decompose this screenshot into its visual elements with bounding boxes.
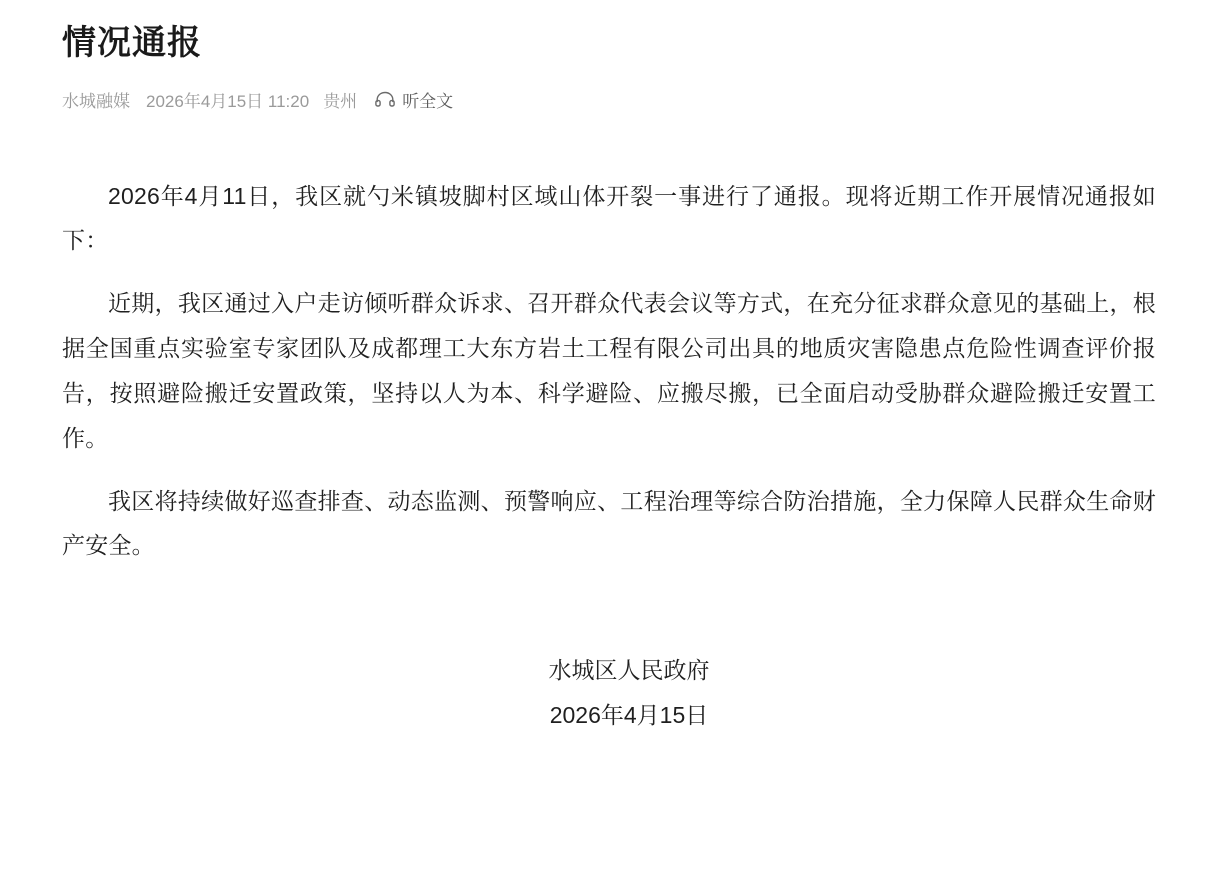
article-paragraph: 近期，我区通过入户走访倾听群众诉求、召开群众代表会议等方式，在充分征求群众意见的基础上，根据全国重点实验室专家团队及成都理工大东方岩土工程有限公司出具的地质灾害隐患点危险性调查评价报告，按照避险搬迁安置政策，坚持以人为本、科学避险、应搬尽搬，已全面启动受胁群众避险搬迁安置工作。 <box>62 290 1156 451</box>
article-paragraph: 2026年4月11日，我区就勺米镇坡脚村区域山体开裂一事进行了通报。现将近期工作开展情况通报如下： <box>62 182 1156 254</box>
page-title: 情况通报 <box>62 24 202 62</box>
article-body <box>62 174 1156 569</box>
meta-region: 贵州 <box>323 91 358 111</box>
listen-full-text-label: 听全文 <box>402 91 454 111</box>
article-signature <box>62 648 1156 738</box>
meta-datetime: 2026年4月15日 11:20 <box>146 91 310 111</box>
listen-full-text-button[interactable] <box>375 87 453 112</box>
article-paragraph: 我区将持续做好巡查排查、动态监测、预警响应、工程治理等综合防治措施，全力保障人民群众生命财产安全。 <box>62 487 1156 559</box>
meta-source: 水城融媒 <box>62 91 130 111</box>
headphone-icon <box>375 91 395 107</box>
signature-date: 2026年4月15日 <box>549 702 709 729</box>
signature-organization: 水城区人民政府 <box>548 657 710 684</box>
article-meta <box>62 87 1156 112</box>
